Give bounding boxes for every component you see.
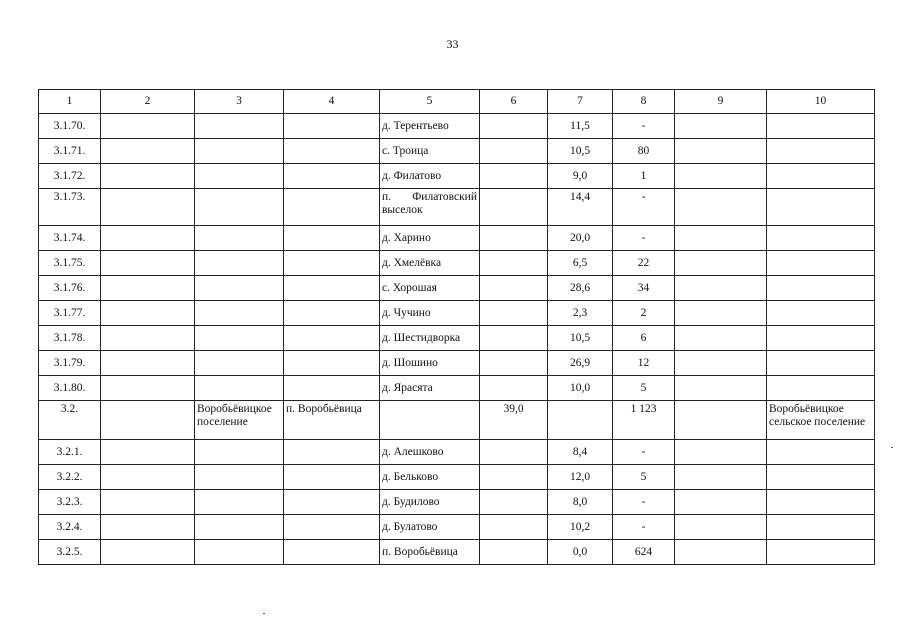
table-cell-col10 xyxy=(767,440,875,465)
table-cell-col6 xyxy=(480,540,548,565)
table-cell-col7: 8,0 xyxy=(548,490,613,515)
table-cell-col3 xyxy=(195,114,284,139)
column-header-10: 10 xyxy=(767,90,875,114)
table-cell-col4 xyxy=(284,540,380,565)
table-cell-col9 xyxy=(675,139,767,164)
table-row xyxy=(39,164,875,189)
table-cell-col1: 3.1.71. xyxy=(39,139,101,164)
table-cell-col3 xyxy=(195,251,284,276)
table-cell-col7: 2,3 xyxy=(548,301,613,326)
table-cell-col5: д. Хмелёвка xyxy=(380,251,480,276)
table-cell-col10 xyxy=(767,139,875,164)
table-cell-col3 xyxy=(195,326,284,351)
table-cell-col4 xyxy=(284,226,380,251)
table-cell-col1: 3.2.5. xyxy=(39,540,101,565)
table-cell-col6 xyxy=(480,189,548,226)
table-cell-col3 xyxy=(195,440,284,465)
table-cell-col6 xyxy=(480,139,548,164)
table-cell-col4 xyxy=(284,326,380,351)
table-cell-col5: с. Хорошая xyxy=(380,276,480,301)
table-cell-col8: - xyxy=(613,189,675,226)
table-cell-col3 xyxy=(195,276,284,301)
table-cell-col4 xyxy=(284,465,380,490)
table-cell-col5: д. Филатово xyxy=(380,164,480,189)
table-cell-col10 xyxy=(767,465,875,490)
table-row xyxy=(39,326,875,351)
table-cell-col3: Воробьёвицкое поселение xyxy=(195,401,284,440)
table-cell-col6: 39,0 xyxy=(480,401,548,440)
table-cell-col9 xyxy=(675,164,767,189)
table-cell-col8: 1 123 xyxy=(613,401,675,440)
column-header-8: 8 xyxy=(613,90,675,114)
table-cell-col1: 3.1.70. xyxy=(39,114,101,139)
table-cell-col6 xyxy=(480,276,548,301)
table-cell-col2 xyxy=(101,376,195,401)
table-cell-col1: 3.1.75. xyxy=(39,251,101,276)
table-cell-col4 xyxy=(284,301,380,326)
column-header-1: 1 xyxy=(39,90,101,114)
table-cell-col7: 9,0 xyxy=(548,164,613,189)
table-cell-col6 xyxy=(480,465,548,490)
table-cell-col1: 3.2. xyxy=(39,401,101,440)
table-cell-col7: 20,0 xyxy=(548,226,613,251)
table-cell-col10 xyxy=(767,164,875,189)
table-cell-col5: д. Будилово xyxy=(380,490,480,515)
column-header-3: 3 xyxy=(195,90,284,114)
table-cell-col1: 3.1.73. xyxy=(39,189,101,226)
table-row xyxy=(39,226,875,251)
table-cell-col9 xyxy=(675,189,767,226)
table-cell-col8: 22 xyxy=(613,251,675,276)
table-cell-col2 xyxy=(101,251,195,276)
table-cell-col8: 1 xyxy=(613,164,675,189)
table-cell-col9 xyxy=(675,351,767,376)
table-cell-col2 xyxy=(101,301,195,326)
column-header-9: 9 xyxy=(675,90,767,114)
table-row xyxy=(39,440,875,465)
table-cell-col8: 80 xyxy=(613,139,675,164)
table-cell-col6 xyxy=(480,326,548,351)
table-cell-col9 xyxy=(675,251,767,276)
table-cell-col6 xyxy=(480,164,548,189)
table-cell-col2 xyxy=(101,276,195,301)
table-cell-col9 xyxy=(675,376,767,401)
table-cell-col9 xyxy=(675,490,767,515)
table-cell-col8: - xyxy=(613,440,675,465)
table-cell-col10 xyxy=(767,540,875,565)
table-cell-col1: 3.1.79. xyxy=(39,351,101,376)
table-cell-col3 xyxy=(195,465,284,490)
table-cell-col3 xyxy=(195,490,284,515)
table-cell-col7: 0,0 xyxy=(548,540,613,565)
table-cell-col7: 10,2 xyxy=(548,515,613,540)
table-cell-col2 xyxy=(101,351,195,376)
table-cell-col6 xyxy=(480,376,548,401)
table-row xyxy=(39,251,875,276)
table-cell-col9 xyxy=(675,540,767,565)
table-cell-col3 xyxy=(195,164,284,189)
table-cell-col4 xyxy=(284,164,380,189)
column-header-7: 7 xyxy=(548,90,613,114)
table-cell-col7: 10,5 xyxy=(548,326,613,351)
table-cell-col8: - xyxy=(613,515,675,540)
table-cell-col9 xyxy=(675,401,767,440)
table-cell-col10 xyxy=(767,251,875,276)
scan-speck xyxy=(891,447,893,448)
table-cell-col1: 3.1.76. xyxy=(39,276,101,301)
table-cell-col9 xyxy=(675,276,767,301)
table-cell-col5: д. Шестидворка xyxy=(380,326,480,351)
table-cell-col5: д. Булатово xyxy=(380,515,480,540)
table-cell-col7: 10,5 xyxy=(548,139,613,164)
table-cell-col1: 3.2.2. xyxy=(39,465,101,490)
table-cell-col10 xyxy=(767,351,875,376)
table-cell-col8: 6 xyxy=(613,326,675,351)
table-cell-col9 xyxy=(675,301,767,326)
table-cell-col10 xyxy=(767,515,875,540)
table-cell-col8: 34 xyxy=(613,276,675,301)
table-cell-col4: п. Воробьёвица xyxy=(284,401,380,440)
table-cell-col2 xyxy=(101,164,195,189)
table-cell-col7: 28,6 xyxy=(548,276,613,301)
table-cell-col7: 11,5 xyxy=(548,114,613,139)
table-cell-col1: 3.2.3. xyxy=(39,490,101,515)
table-cell-col10 xyxy=(767,276,875,301)
table-cell-col8: 5 xyxy=(613,465,675,490)
table-cell-col5 xyxy=(380,401,480,440)
table-cell-col2 xyxy=(101,540,195,565)
table-cell-col6 xyxy=(480,251,548,276)
table-cell-col2 xyxy=(101,114,195,139)
table-cell-col1: 3.2.4. xyxy=(39,515,101,540)
table-cell-col8: 624 xyxy=(613,540,675,565)
table-cell-col4 xyxy=(284,276,380,301)
table-cell-col8: - xyxy=(613,490,675,515)
table-cell-col2 xyxy=(101,465,195,490)
table-row xyxy=(39,401,875,440)
table-cell-col5: д. Бельково xyxy=(380,465,480,490)
table-cell-col6 xyxy=(480,351,548,376)
table-cell-col4 xyxy=(284,139,380,164)
table-cell-col3 xyxy=(195,189,284,226)
table-cell-col7: 6,5 xyxy=(548,251,613,276)
table-cell-col1: 3.1.80. xyxy=(39,376,101,401)
table-cell-col6 xyxy=(480,490,548,515)
column-header-6: 6 xyxy=(480,90,548,114)
column-header-4: 4 xyxy=(284,90,380,114)
table-header-row xyxy=(39,90,875,114)
table-cell-col8: - xyxy=(613,226,675,251)
table-row xyxy=(39,114,875,139)
table-row xyxy=(39,139,875,164)
table-cell-col10 xyxy=(767,189,875,226)
table-cell-col9 xyxy=(675,440,767,465)
table-cell-col3 xyxy=(195,376,284,401)
table-cell-col4 xyxy=(284,440,380,465)
table-cell-col4 xyxy=(284,251,380,276)
table-cell-col2 xyxy=(101,490,195,515)
table-cell-col7 xyxy=(548,401,613,440)
page-number: 33 xyxy=(446,37,459,51)
table-row xyxy=(39,465,875,490)
table-cell-col9 xyxy=(675,114,767,139)
table-cell-col7: 14,4 xyxy=(548,189,613,226)
table-cell-col10 xyxy=(767,114,875,139)
table-cell-col3 xyxy=(195,301,284,326)
table-cell-col5: д. Ярасята xyxy=(380,376,480,401)
table-row xyxy=(39,490,875,515)
table-cell-col5: с. Троица xyxy=(380,139,480,164)
scan-speck xyxy=(263,613,265,614)
table-cell-col4 xyxy=(284,114,380,139)
table-cell-col10: Воробьёвицкое сельское поселение xyxy=(767,401,875,440)
table-cell-col2 xyxy=(101,326,195,351)
table-cell-col6 xyxy=(480,114,548,139)
table-cell-col5: д. Шошино xyxy=(380,351,480,376)
table-cell-col3 xyxy=(195,515,284,540)
column-header-2: 2 xyxy=(101,90,195,114)
table-cell-col10 xyxy=(767,301,875,326)
table-cell-col9 xyxy=(675,326,767,351)
table-cell-col5: д. Терентьево xyxy=(380,114,480,139)
table-cell-col5: д. Харино xyxy=(380,226,480,251)
table-cell-col8: 5 xyxy=(613,376,675,401)
table-cell-col2 xyxy=(101,440,195,465)
table-cell-col8: - xyxy=(613,114,675,139)
table-cell-col3 xyxy=(195,139,284,164)
table-row xyxy=(39,301,875,326)
table-cell-col10 xyxy=(767,226,875,251)
table-cell-col1: 3.1.72. xyxy=(39,164,101,189)
table-cell-col4 xyxy=(284,515,380,540)
table-cell-col7: 12,0 xyxy=(548,465,613,490)
column-header-5: 5 xyxy=(380,90,480,114)
table-cell-col5: п. Воробьёвица xyxy=(380,540,480,565)
table-cell-col2 xyxy=(101,189,195,226)
table-row xyxy=(39,540,875,565)
table-cell-col10 xyxy=(767,376,875,401)
table-cell-col4 xyxy=(284,376,380,401)
table-cell-col1: 3.1.77. xyxy=(39,301,101,326)
table-cell-col9 xyxy=(675,515,767,540)
table-cell-col5: д. Алешково xyxy=(380,440,480,465)
table-cell-col9 xyxy=(675,465,767,490)
table-cell-col2 xyxy=(101,401,195,440)
table-cell-col3 xyxy=(195,540,284,565)
data-table xyxy=(38,89,875,565)
table-cell-col6 xyxy=(480,440,548,465)
table-cell-col1: 3.1.74. xyxy=(39,226,101,251)
table-cell-col2 xyxy=(101,139,195,164)
table-cell-col6 xyxy=(480,301,548,326)
table-cell-col3 xyxy=(195,226,284,251)
table-cell-col6 xyxy=(480,515,548,540)
table-cell-col5: п. Филатовский выселок xyxy=(380,189,480,226)
table-row xyxy=(39,376,875,401)
table-cell-col1: 3.2.1. xyxy=(39,440,101,465)
table-row xyxy=(39,276,875,301)
table-row xyxy=(39,351,875,376)
table-row xyxy=(39,189,875,226)
table-cell-col7: 8,4 xyxy=(548,440,613,465)
table-cell-col6 xyxy=(480,226,548,251)
table-cell-col3 xyxy=(195,351,284,376)
table-cell-col5: д. Чучино xyxy=(380,301,480,326)
table-cell-col7: 10,0 xyxy=(548,376,613,401)
table-cell-col4 xyxy=(284,189,380,226)
table-cell-col10 xyxy=(767,326,875,351)
table-cell-col4 xyxy=(284,351,380,376)
table-cell-col8: 12 xyxy=(613,351,675,376)
table-cell-col9 xyxy=(675,226,767,251)
table-cell-col1: 3.1.78. xyxy=(39,326,101,351)
table-cell-col10 xyxy=(767,490,875,515)
table-cell-col2 xyxy=(101,515,195,540)
table-cell-col7: 26,9 xyxy=(548,351,613,376)
table-cell-col8: 2 xyxy=(613,301,675,326)
table-cell-col2 xyxy=(101,226,195,251)
table-row xyxy=(39,515,875,540)
table-cell-col4 xyxy=(284,490,380,515)
